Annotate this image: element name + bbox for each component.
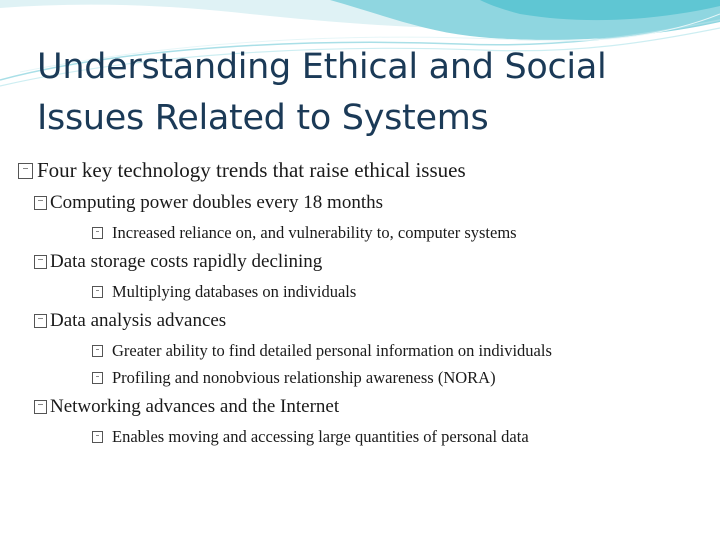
square-bullet-icon — [92, 286, 103, 298]
trend-detail — [92, 427, 529, 447]
square-bullet-icon — [34, 255, 47, 269]
main-point-text: Four key technology trends that raise ethical issues — [37, 158, 466, 182]
square-bullet-icon — [92, 345, 103, 357]
trend-label: Computing power doubles every 18 months — [50, 192, 383, 213]
square-bullet-icon — [34, 314, 47, 328]
trend-label: Data storage costs rapidly declining — [50, 251, 323, 272]
square-bullet-icon — [92, 227, 103, 239]
trend-item — [34, 310, 226, 332]
trend-detail-text: Greater ability to find detailed personal information on individuals — [112, 341, 552, 360]
trend-item — [34, 396, 339, 418]
trend-detail — [92, 282, 356, 302]
square-bullet-icon — [92, 431, 103, 443]
slide-title-line: Understanding Ethical and Social — [37, 47, 607, 87]
square-bullet-icon — [92, 372, 103, 384]
trend-item — [34, 192, 383, 214]
trend-detail-text: Increased reliance on, and vulnerability to, computer systems — [112, 223, 517, 242]
trend-label: Networking advances and the Internet — [50, 396, 340, 417]
trend-detail — [92, 341, 552, 361]
square-bullet-icon — [18, 163, 33, 179]
square-bullet-icon — [34, 400, 47, 414]
trend-detail — [92, 223, 517, 243]
trend-detail — [92, 368, 496, 388]
main-point — [18, 158, 466, 183]
trend-detail-text: Multiplying databases on individuals — [112, 282, 357, 301]
trend-detail-text: Enables moving and accessing large quantities of personal data — [112, 427, 529, 446]
trend-detail-text: Profiling and nonobvious relationship awareness (NORA) — [112, 368, 496, 387]
trend-label: Data analysis advances — [50, 310, 227, 331]
trend-item — [34, 251, 322, 273]
slide-title-line: Issues Related to Systems — [37, 98, 489, 138]
square-bullet-icon — [34, 196, 47, 210]
